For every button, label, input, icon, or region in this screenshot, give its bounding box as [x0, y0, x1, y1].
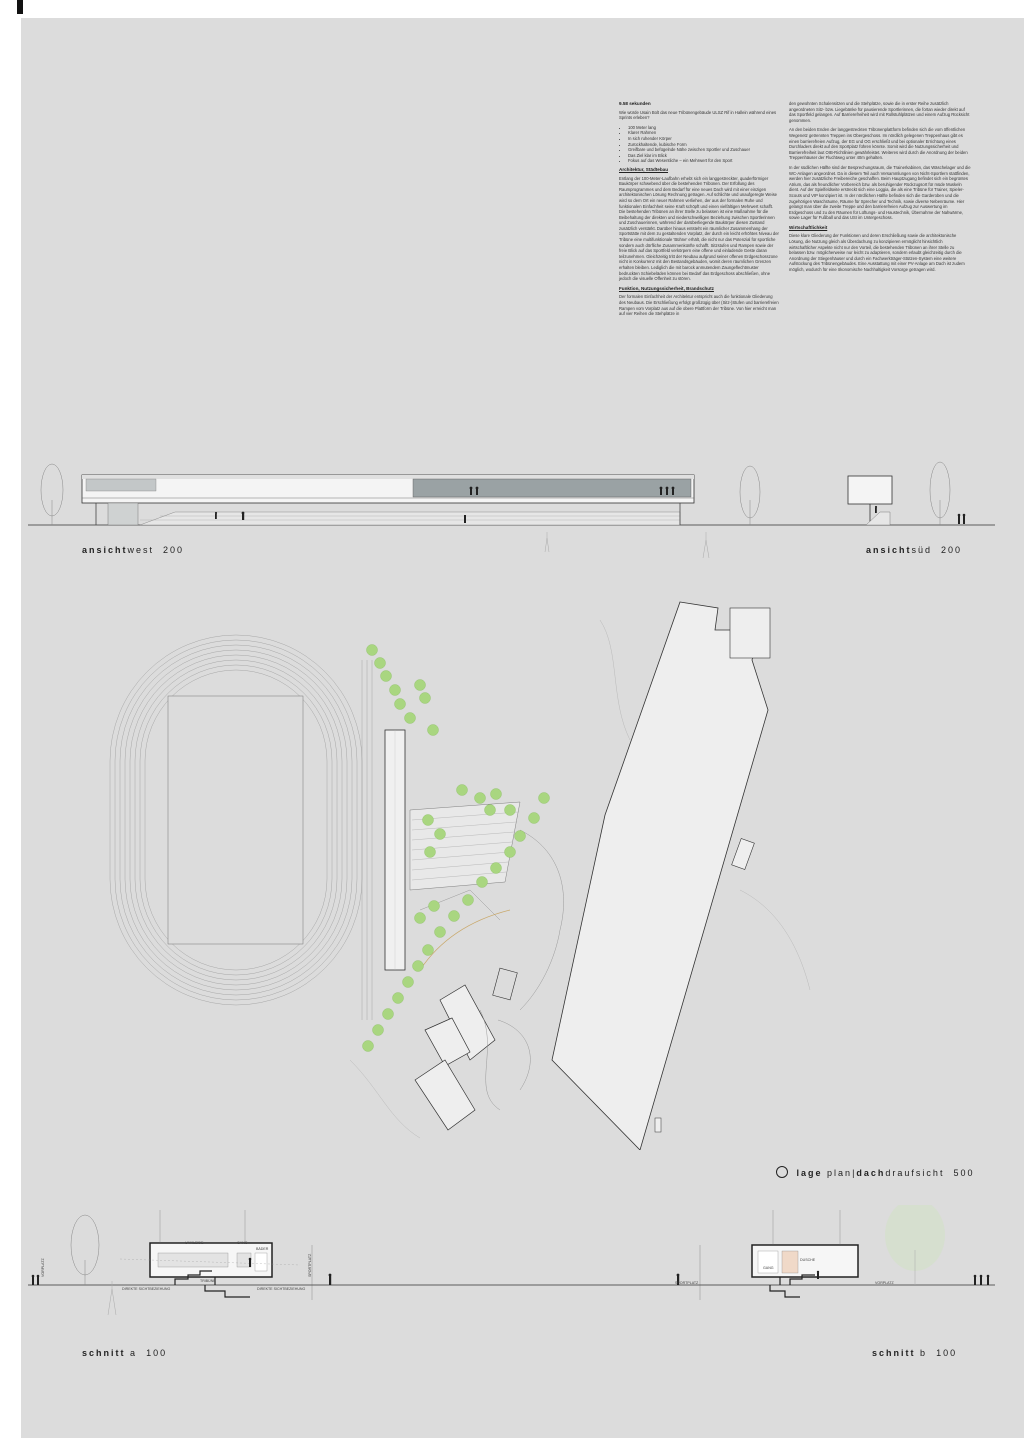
label-ansicht-west	[82, 545, 184, 555]
label-schnitt-b	[872, 1348, 957, 1358]
label-scale: 500	[953, 1168, 975, 1178]
tag-sportplatz-a: SPORTPLATZ	[308, 1253, 312, 1277]
bullet-item: • 100 Meter lang	[628, 125, 779, 131]
elevation-south-building	[740, 462, 965, 525]
section-b	[677, 1205, 990, 1300]
bullet-item: • Fokus auf das Wesentliche – ein Mehrwert für den Sport	[628, 158, 779, 164]
small-building	[732, 838, 755, 869]
label-bold: dach	[856, 1168, 886, 1178]
label-scale: 100	[936, 1348, 958, 1358]
tag-tribuene: TRIBÜNE	[200, 1279, 216, 1283]
label-bold: lage	[796, 1168, 823, 1178]
section-title-wirtschaftlichkeit: Wirtschaftlichkeit	[789, 224, 828, 230]
label-scale: 200	[163, 545, 185, 555]
bullet-item: • Das Ziel klar im Blick	[628, 153, 779, 159]
straight-lanes	[362, 660, 372, 1020]
building-south-3	[415, 1060, 475, 1130]
section-title-funktion: Funktion, Nutzungssicherheit, Brandschutz	[619, 285, 714, 291]
section-a	[32, 1210, 332, 1315]
sections-drawing	[0, 1205, 1024, 1325]
tag-umkleide: UMKLEIDE	[185, 1241, 204, 1245]
bullet-item: • Greifbare und befügelnde Nähe zwischen Sportler und Zuschauer	[628, 147, 779, 153]
bullet-item: • Zurückhaltende, kubische Form	[628, 142, 779, 148]
label-scale: 100	[146, 1348, 168, 1358]
text-intro: Wie würde Usain Bolt das neue Tribünengebäude ULSZ Rif in Hallein während eines Sprints erleben?	[619, 109, 777, 121]
label-light: b	[920, 1348, 928, 1358]
section-title-architektur: Architektur, Städtebau	[619, 166, 669, 172]
tree-outline-left	[41, 464, 63, 525]
tag-vorplatz-a: VORPLATZ	[41, 1258, 45, 1277]
bullet-item: • Klarer Rahmen	[628, 130, 779, 136]
glass-facade	[413, 479, 691, 497]
tag-vorplatz-b: VORPLATZ	[875, 1281, 894, 1285]
section-text-architektur: Entlang der 100-Meter-Laufbahn erhebt sich ein langgestreckter, quaderförmiger Baukörper schwebend über die bestehenden Tribünen. Der Erfüllung des Raumprogrammes und dem Bedarf für eine neues Dach wird mit einer einzigen architektonischen Lösung Rechnung getragen. Auf schlichte und unaufgeregte Weise wird so dem Ort ein neuer Rahmen verliehen, der aus der formalen Ruhe und funktionalen Einfachheit seine Kraft schöpft und einen vielfältigen Mehrwert schafft. Die bestehenden Tribünen an ihrer Stelle zu belassen ist eine Maßnahme für die Beibehaltung der direkten und niederschwelligen Beziehung zwischen Sportlerinnen und Zuschauerinnen, während der darüberliegende Baukörper diesen Zustand zusätzlich verstärkt. Darüber hinaus entsteht ein räumlicher Zusammenhang der Sportstätte mit dem zu gestaltenden Vorplatz, der durch ein leicht erhöhtes Niveau der Tribüne eine multifunktionale 'Bühne' erhält, die nicht nur das Potenzial für sportliche sondern auch dörfliche Zusammenkünfte schafft. Sitzstufen und Rampen sowie der freie Blick auf das Sportfeld verkörpern eine offene und einladende Geste daran teilzunehmen. Gleichzeitig tritt der Neubau aufgrund seiner offenen Erdgeschosszone nicht in Konkurrenz mit den Bestandsgebäuden, womit deren räumlichen Grenzen erhalten bleiben. Lediglich die mit barock anmutendem Zaungeflechtmuster bedruckten Schiebeläden können bei Bedarf das Erdgeschoss abschließen, ohne jedoch die visuelle Offenheit zu stören.	[619, 175, 779, 282]
label-bold: schnitt	[82, 1348, 126, 1358]
label-light: draufsicht	[885, 1168, 945, 1178]
text-heading: 9.58 sekunden	[619, 101, 651, 106]
existing-building-annex	[730, 608, 770, 658]
north-arrow-icon	[776, 1166, 788, 1178]
kiosk	[493, 968, 518, 1000]
text-column-1	[619, 101, 779, 321]
tag-gang: GANG	[237, 1241, 248, 1245]
text-paragraph: Diese klare Gliederung der Funktionen und deren Erschließung sowie die architektonische Lösung, die Nutzung gleich als Überdachung zu konzipieren ermöglicht hinsichtlich wirtschaftlicher Aspekte nicht nur den Vorteil, die bestehenden Tribünen an ihrer Stelle zu belassen bzw. möglicherweise nur leicht zu adaptieren, sondern erlaubt gleichzeitig durch die Anordnung der Stiegenhäuser und durch ein Fachwerkträger-Stützen-System eine weitere Aufstockung des Tribünengebäudes. Eine Ausstattung mit einer PV-Anlage am Dach ist zudem möglich, wodurch für eine ökonomische Nachhaltigkeit Vorsorge getragen wird.	[789, 233, 965, 273]
tag-gang-b: GANG	[763, 1266, 774, 1270]
football-field	[168, 696, 303, 944]
tag-sportplatz-b: SPORTPLATZ	[675, 1281, 699, 1285]
text-bullet-list	[619, 125, 779, 164]
tag-baeder: BÄDER	[256, 1247, 269, 1251]
tag-sichtbeziehung-right: DIREKTE SICHTBEZIEHUNG	[257, 1287, 306, 1291]
text-paragraph: In der südlichen Hälfte sind der Besprechungsraum, die Trainerkabinen, das Wäschelager und die WC-Anlagen angeordnet. Da in diesem Teil auch Versammlungen von Nicht-Sportlern stattfinden, werden hier zusätzliche Freibereiche geschaffen. Beim Hauptzugang befindet sich ein begrüntes Atrium, das als freundlicher Vorbereich bzw. als beruhigender Rückzugsort für müde Muskeln dient. Auf der Spielfeldseite erstreckt sich eine Loggia, die als eine Tribüne für Trainer, Spieler-Scouts und VIP konzipiert ist. In der nördlichen Hälfte befinden sich die Garderoben und die zugehörigen Waschräume, Räume für Sprecher und Technik, sowie diverse Nebenräume. Hier gelangt man über die zweite Treppe und den barrierefreien Aufzug zur Auswertung im Erdgeschoss und zu den Räumen für Lüftungs- und Haustechnik, Übernahme der Nahwärme, sowie Lager für Fußball und das USI im Untergeschoss.	[789, 164, 971, 221]
label-bold: schnitt	[872, 1348, 916, 1358]
label-light: plan|	[827, 1168, 857, 1178]
bullet-item: • In sich ruhender Körper	[628, 136, 779, 142]
section-text-funktion: Der formalen Einfachheit der Architektur entspricht auch die funktionale Gliederung des Neubaus. Die Erschließung erfolgt großzügig über (Sitz-)Stufen und barrierefreien Rampen vom Vorplatz aus auf die obere Plattform der Tribüne. Von hier erreicht man auf vier Reihen die Stehplätze in	[619, 294, 779, 317]
label-schnitt-a	[82, 1348, 167, 1358]
existing-building-large	[552, 602, 768, 1150]
text-paragraph: den gewohnten Schalensitzen und die Stehplätze, sowie die in erster Reihe zusätzlich angeordneten Sitz- bzw. Liegebänke für pausierende Sportlerinnen, die fortan wieder direkt auf das Sportfeld gelangen. Auf Barrierefreiheit wird mit Rollstuhlplätzen und einem Aufzug Rücksicht genommen.	[789, 101, 970, 123]
tag-dusche: DUSCHE	[800, 1258, 816, 1262]
text-paragraph: An den beiden Enden der langgestreckten Tribünenplattform befinden sich die vom öffentlichen Wegenetz getrennten Treppen ins Obergeschoss. Im nördlich gelegenen Treppenhaus gibt es einen barrierefreien Aufzug, der EG und OG erschließt und bei optionaler Errichtung eines Durchladers direkt auf den Sportplatz führen könnte. Somit wird die Nutzungssicherheit und Barrierefreiheit laut OIB-Richtlinien gewährleistet. Weiteres wird durch die Anordnung der beiden Treppenhäuser der Fluchtweg unter 40m gehalten.	[789, 127, 968, 161]
label-lageplan	[776, 1166, 975, 1178]
label-light: süd	[911, 545, 933, 555]
label-ansicht-sued	[866, 545, 962, 555]
label-light: west	[127, 545, 155, 555]
label-scale: 200	[941, 545, 963, 555]
corner-mark	[17, 0, 23, 14]
label-bold: ansicht	[866, 545, 912, 555]
label-bold: ansicht	[82, 545, 128, 555]
site-plan-drawing	[0, 590, 1024, 1150]
tag-sichtbeziehung-left: DIREKTE SICHTBEZIEHUNG	[122, 1287, 171, 1291]
ramp-path	[420, 910, 510, 970]
text-column-2	[789, 101, 971, 277]
label-light: a	[130, 1348, 138, 1358]
